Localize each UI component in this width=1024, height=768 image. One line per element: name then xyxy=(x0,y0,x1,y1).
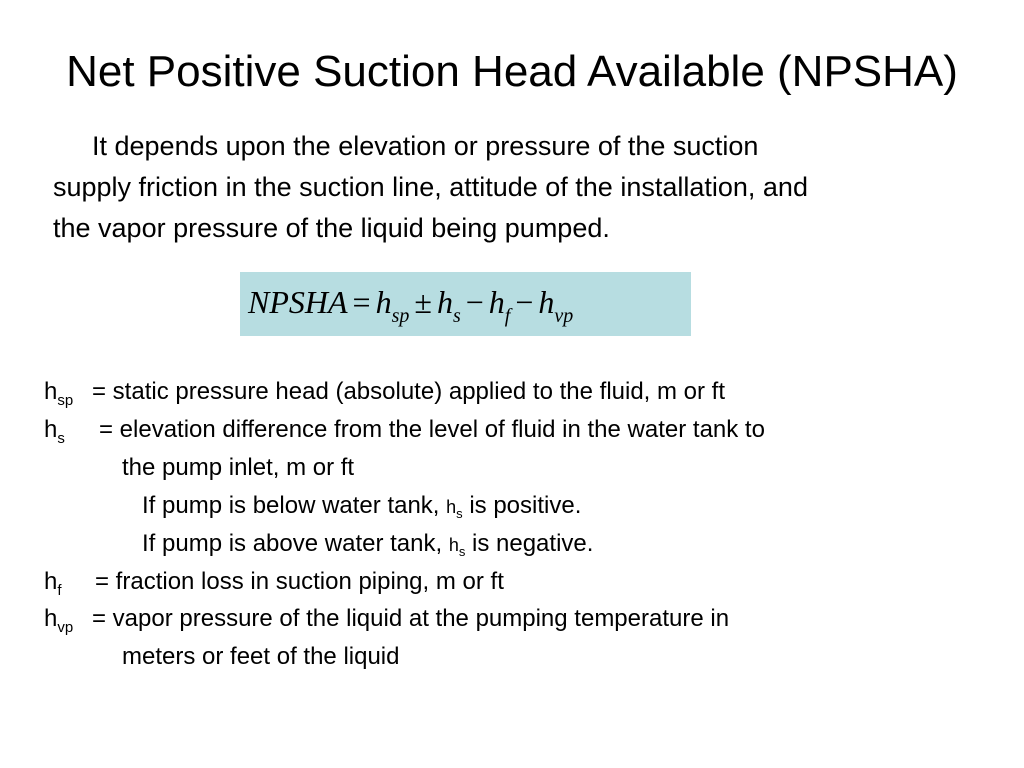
formula-equals: = xyxy=(352,284,371,320)
definition-hf-text: = fraction loss in suction piping, m or ft xyxy=(95,568,504,595)
slide-title: Net Positive Suction Head Available (NPSHA) xyxy=(66,47,958,96)
npsha-formula xyxy=(248,282,573,327)
formula-lhs: NPSHA xyxy=(248,284,348,320)
hs-above-note: If pump is above water tank, $h_s$ is negative. xyxy=(142,530,594,559)
symbol-hf: $h_f$ xyxy=(44,568,62,599)
intro-line-3: the vapor pressure of the liquid being pumped. xyxy=(53,213,610,243)
formula-h-s: h xyxy=(436,284,453,320)
formula-h-sp-sub: sp xyxy=(391,305,410,327)
definition-hvp-text: = vapor pressure of the liquid at the pumping temperature in xyxy=(92,605,730,632)
definition-hvp xyxy=(44,604,729,634)
formula-h-vp: h xyxy=(538,284,555,320)
formula-h-sp: h xyxy=(375,284,392,320)
formula-h-f: h xyxy=(488,284,505,320)
definition-hs-continued: the pump inlet, m or ft xyxy=(122,454,355,481)
hs-below-symbol: $h_s$ xyxy=(446,497,463,521)
hs-above-symbol: $h_s$ xyxy=(448,535,466,559)
definition-hsp-text: = static pressure head (absolute) applied to the fluid, m or ft xyxy=(92,378,726,405)
formula-plus-minus: ± xyxy=(414,284,432,320)
definition-hf xyxy=(44,567,504,597)
symbol-hs: $h_s$ xyxy=(44,416,65,447)
definition-hsp xyxy=(44,377,725,407)
formula-minus-1: − xyxy=(465,284,484,320)
formula-h-vp-sub: vp xyxy=(554,305,574,327)
definition-hvp-continued: meters or feet of the liquid xyxy=(122,643,400,670)
formula-h-s-sub: s xyxy=(452,305,461,327)
definition-hs xyxy=(44,415,765,445)
intro-line-2: supply friction in the suction line, attitude of the installation, and xyxy=(53,172,808,202)
hs-below-note: If pump is below water tank, $h_s$ is positive. xyxy=(142,492,582,521)
definition-hs-text: = elevation difference from the level of fluid in the water tank to xyxy=(99,416,765,443)
intro-line-1: It depends upon the elevation or pressure of the suction xyxy=(92,131,759,161)
formula-minus-2: − xyxy=(515,284,534,320)
formula-h-f-sub: f xyxy=(504,305,511,327)
symbol-hsp: $h_{sp}$ xyxy=(44,378,74,409)
formula-box xyxy=(240,272,691,336)
symbol-hvp: $h_{vp}$ xyxy=(44,605,74,636)
